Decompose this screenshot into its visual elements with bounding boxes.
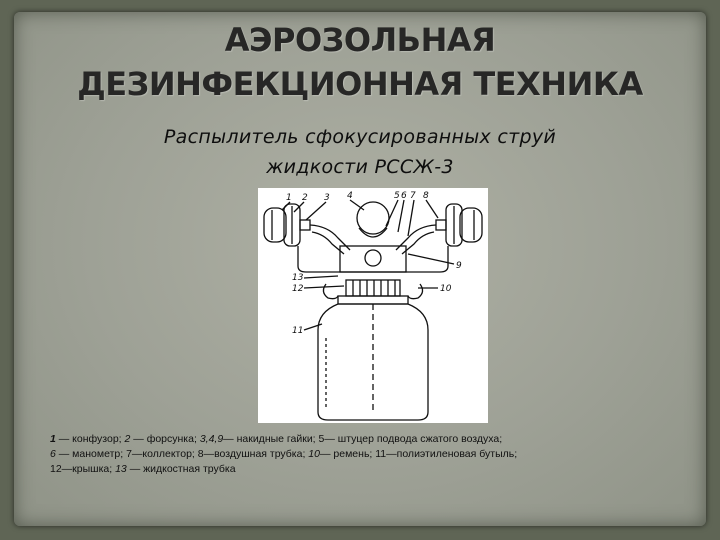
- label-10: 10: [440, 284, 452, 294]
- label-6: 6: [401, 191, 407, 201]
- right-confusor: [460, 208, 482, 242]
- label-8: 8: [423, 191, 429, 201]
- label-11: 11: [292, 326, 304, 336]
- right-liquid-tube: [406, 246, 448, 272]
- slide-title: [0, 18, 720, 106]
- title-line-2: ДЕЗИНФЕКЦИОННАЯ ТЕХНИКА: [77, 65, 643, 103]
- manometer: [357, 202, 389, 234]
- bottle-lid: [346, 280, 400, 296]
- label-9: 9: [456, 261, 462, 271]
- polyethylene-bottle: [318, 304, 428, 420]
- lid-rim: [338, 296, 408, 304]
- collector-nut: [365, 250, 381, 266]
- label-12: 12: [292, 284, 304, 294]
- label-1: 1: [286, 193, 292, 203]
- subtitle-line-1: Распылитель сфокусированных струй: [163, 126, 557, 148]
- label-13: 13: [292, 273, 304, 283]
- caption-line-3: 12—крышка; 13 — жидкостная трубка: [50, 463, 236, 475]
- left-confusor: [264, 208, 286, 242]
- left-liquid-tube: [298, 246, 340, 272]
- right-nut: [436, 220, 446, 230]
- sprayer-drawing: [258, 188, 488, 423]
- subtitle-line-2: жидкости РССЖ-3: [266, 156, 454, 178]
- caption-line-1: 1 — конфузор; 2 — форсунка; 3,4,9— накидные гайки; 5— штуцер подвода сжатого воздуха;: [50, 433, 503, 445]
- slide-subtitle: [0, 122, 720, 182]
- label-3: 3: [324, 193, 330, 203]
- figure-caption: [50, 432, 690, 477]
- label-5: 5: [394, 191, 400, 201]
- label-7: 7: [410, 191, 416, 201]
- label-4: 4: [347, 191, 353, 201]
- caption-line-2: 6 — манометр; 7—коллектор; 8—воздушная трубка; 10— ремень; 11—полиэтиленовая бутыль;: [50, 448, 518, 460]
- label-2: 2: [302, 193, 308, 203]
- belt-hook-right: [408, 284, 423, 299]
- title-line-1: АЭРОЗОЛЬНАЯ: [224, 21, 496, 59]
- left-nut: [300, 220, 310, 230]
- sprayer-diagram: [258, 188, 488, 423]
